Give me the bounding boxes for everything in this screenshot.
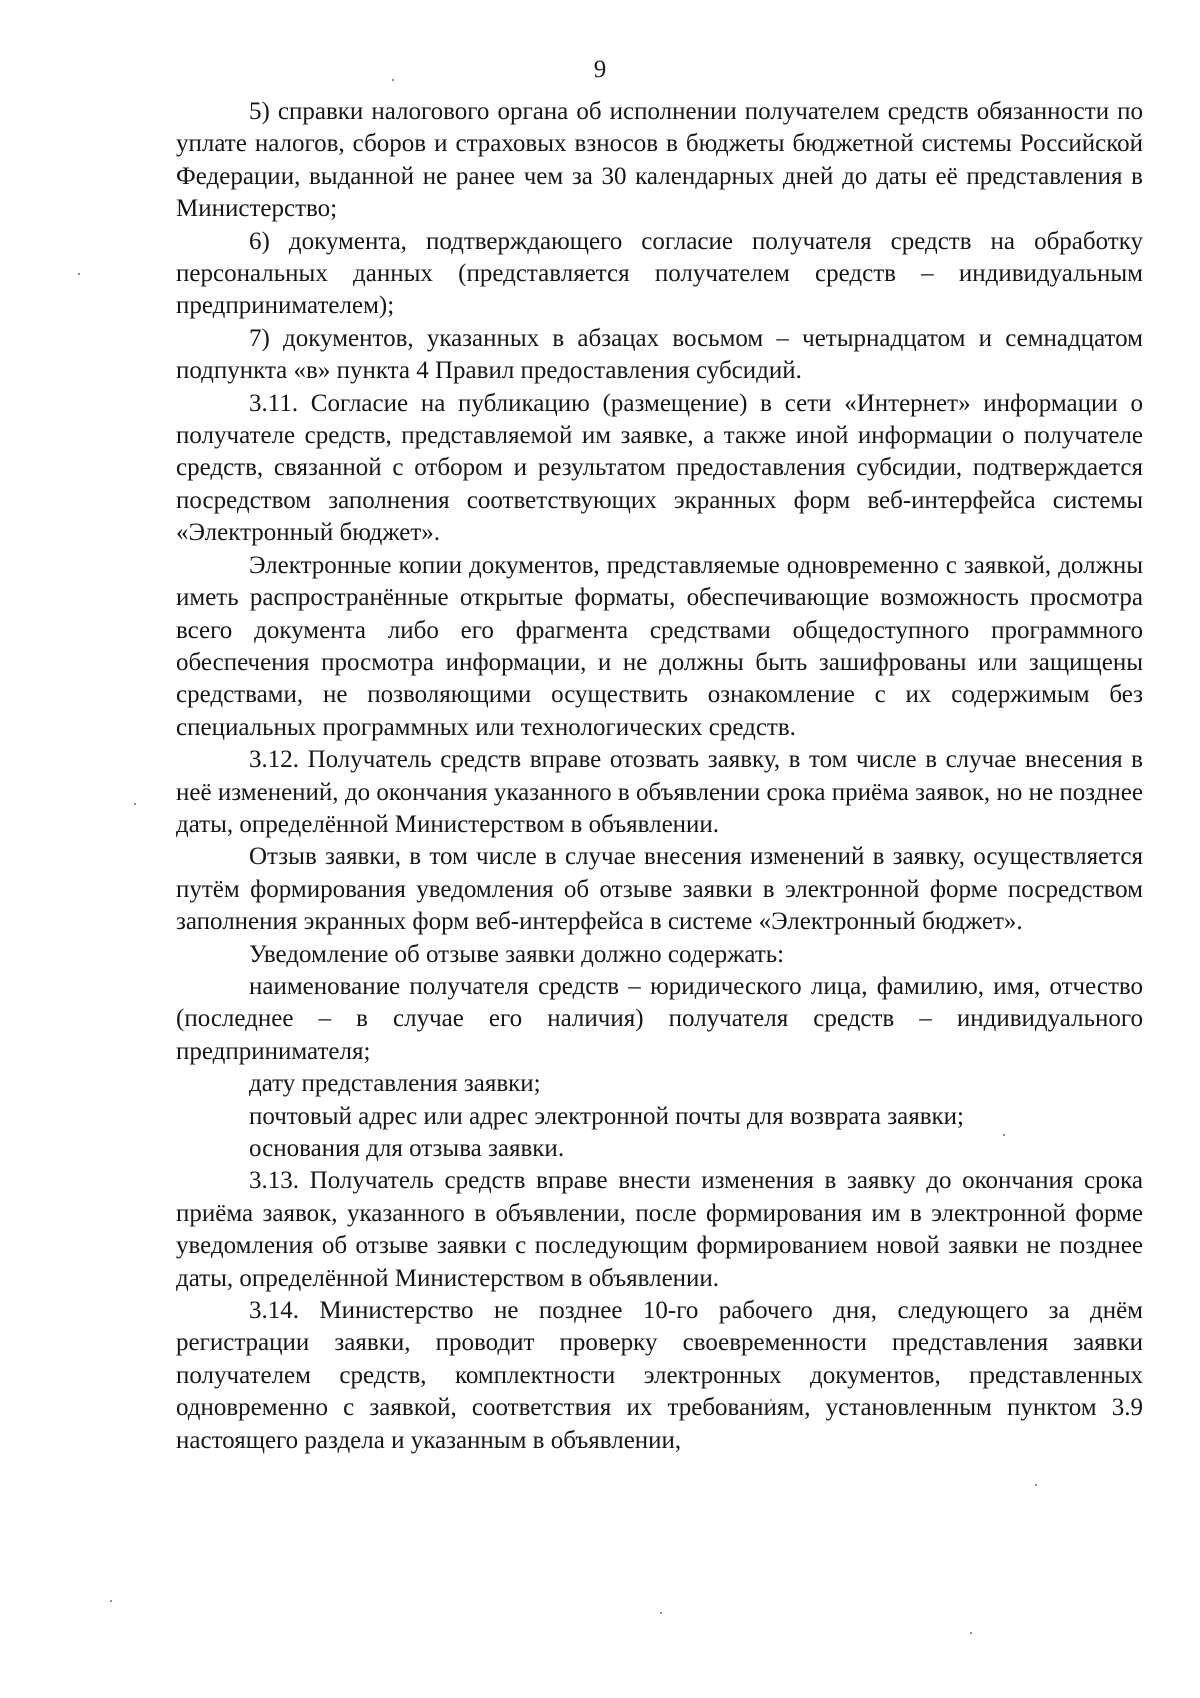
scan-speck bbox=[1035, 1484, 1037, 1486]
scan-speck bbox=[970, 1632, 972, 1634]
paragraph-notice-address: почтовый адрес или адрес электронной почты для возврата заявки; bbox=[249, 1102, 964, 1130]
paragraph-item-6: 6) документа, подтверждающего согласие получателя средств на обработку персональных данных (представляется получателем средств – индивидуальным предпринимателем); bbox=[176, 227, 1143, 320]
scan-speck bbox=[660, 1612, 662, 1614]
paragraph-electronic-copies: Электронные копии документов, представляемые одновременно с заявкой, должны иметь распространённые открытые форматы, обеспечивающие возможность просмотра всего документа либо его фрагмента средствами общедоступного программного обеспечения просмотра информации, и не должны быть зашифрованы или защищены средствами, не позволяющими осуществить ознакомление с их содержимым без специальных программных или технологических средств. bbox=[176, 551, 1143, 741]
paragraph-notice-grounds: основания для отзыва заявки. bbox=[249, 1135, 565, 1162]
page-number: 9 bbox=[593, 56, 607, 83]
paragraph-withdrawal: Отзыв заявки, в том числе в случае внесения изменений в заявку, осуществляется путём формирования уведомления об отзыве заявки в электронной форме посредством заполнения экранных форм веб-интерфейса в системе «Электронный бюджет». bbox=[176, 843, 1143, 936]
scan-speck bbox=[134, 803, 136, 805]
scan-speck bbox=[110, 1600, 112, 1602]
paragraph-notice-contents: Уведомление об отзыве заявки должно содержать: bbox=[249, 940, 785, 968]
scan-speck bbox=[78, 273, 80, 275]
paragraph-3-11: 3.11. Согласие на публикацию (размещение) в сети «Интернет» информации о получателе средств, представляемой им заявке, а также иной информации о получателе средств, связанной с отбором и результатом предоставления субсидии, подтверждается посредством заполнения соответствующих экранных форм веб-интерфейса системы «Электронный бюджет». bbox=[176, 389, 1143, 547]
paragraph-notice-name: наименование получателя средств – юридического лица, фамилию, имя, отчество (последнее – в случае его наличия) получателя средств – индивидуального предпринимателя; bbox=[176, 972, 1143, 1065]
scan-speck bbox=[392, 79, 394, 81]
paragraph-3-12: 3.12. Получатель средств вправе отозвать заявку, в том числе в случае внесения в неё изменений, до окончания указанного в объявлении срока приёма заявок, но не позднее даты, определённой Министерством в объявлении. bbox=[176, 746, 1143, 838]
paragraph-notice-date: дату представления заявки; bbox=[249, 1070, 541, 1098]
paragraph-3-13: 3.13. Получатель средств вправе внести изменения в заявку до окончания срока приёма заявок, указанного в объявлении, после формирования им в электронной форме уведомления об отзыве заявки с последующим формированием новой заявки не позднее даты, определённой Министерством в объявлении. bbox=[176, 1167, 1143, 1292]
paragraph-item-5: 5) справки налогового органа об исполнении получателем средств обязанности по уплате налогов, сборов и страховых взносов в бюджеты бюджетной системы Российской Федерации, выданной не ранее чем за 30 календарных дней до даты её представления в Министерство; bbox=[176, 98, 1143, 223]
paragraph-item-7: 7) документов, указанных в абзацах восьмом – четырнадцатом и семнадцатом подпункта «в» пункта 4 Правил предоставления субсидий. bbox=[176, 324, 1143, 385]
paragraph-3-14: 3.14. Министерство не позднее 10-го рабочего дня, следующего за днём регистрации заявки, проводит проверку своевременности представления заявки получателем средств, комплектности электронных документов, представленных одновременно с заявкой, соответствия их требованиям, установленным пунктом 3.9 настоящего раздела и указанным в объявлении, bbox=[176, 1297, 1143, 1454]
document-body bbox=[176, 96, 1143, 1457]
